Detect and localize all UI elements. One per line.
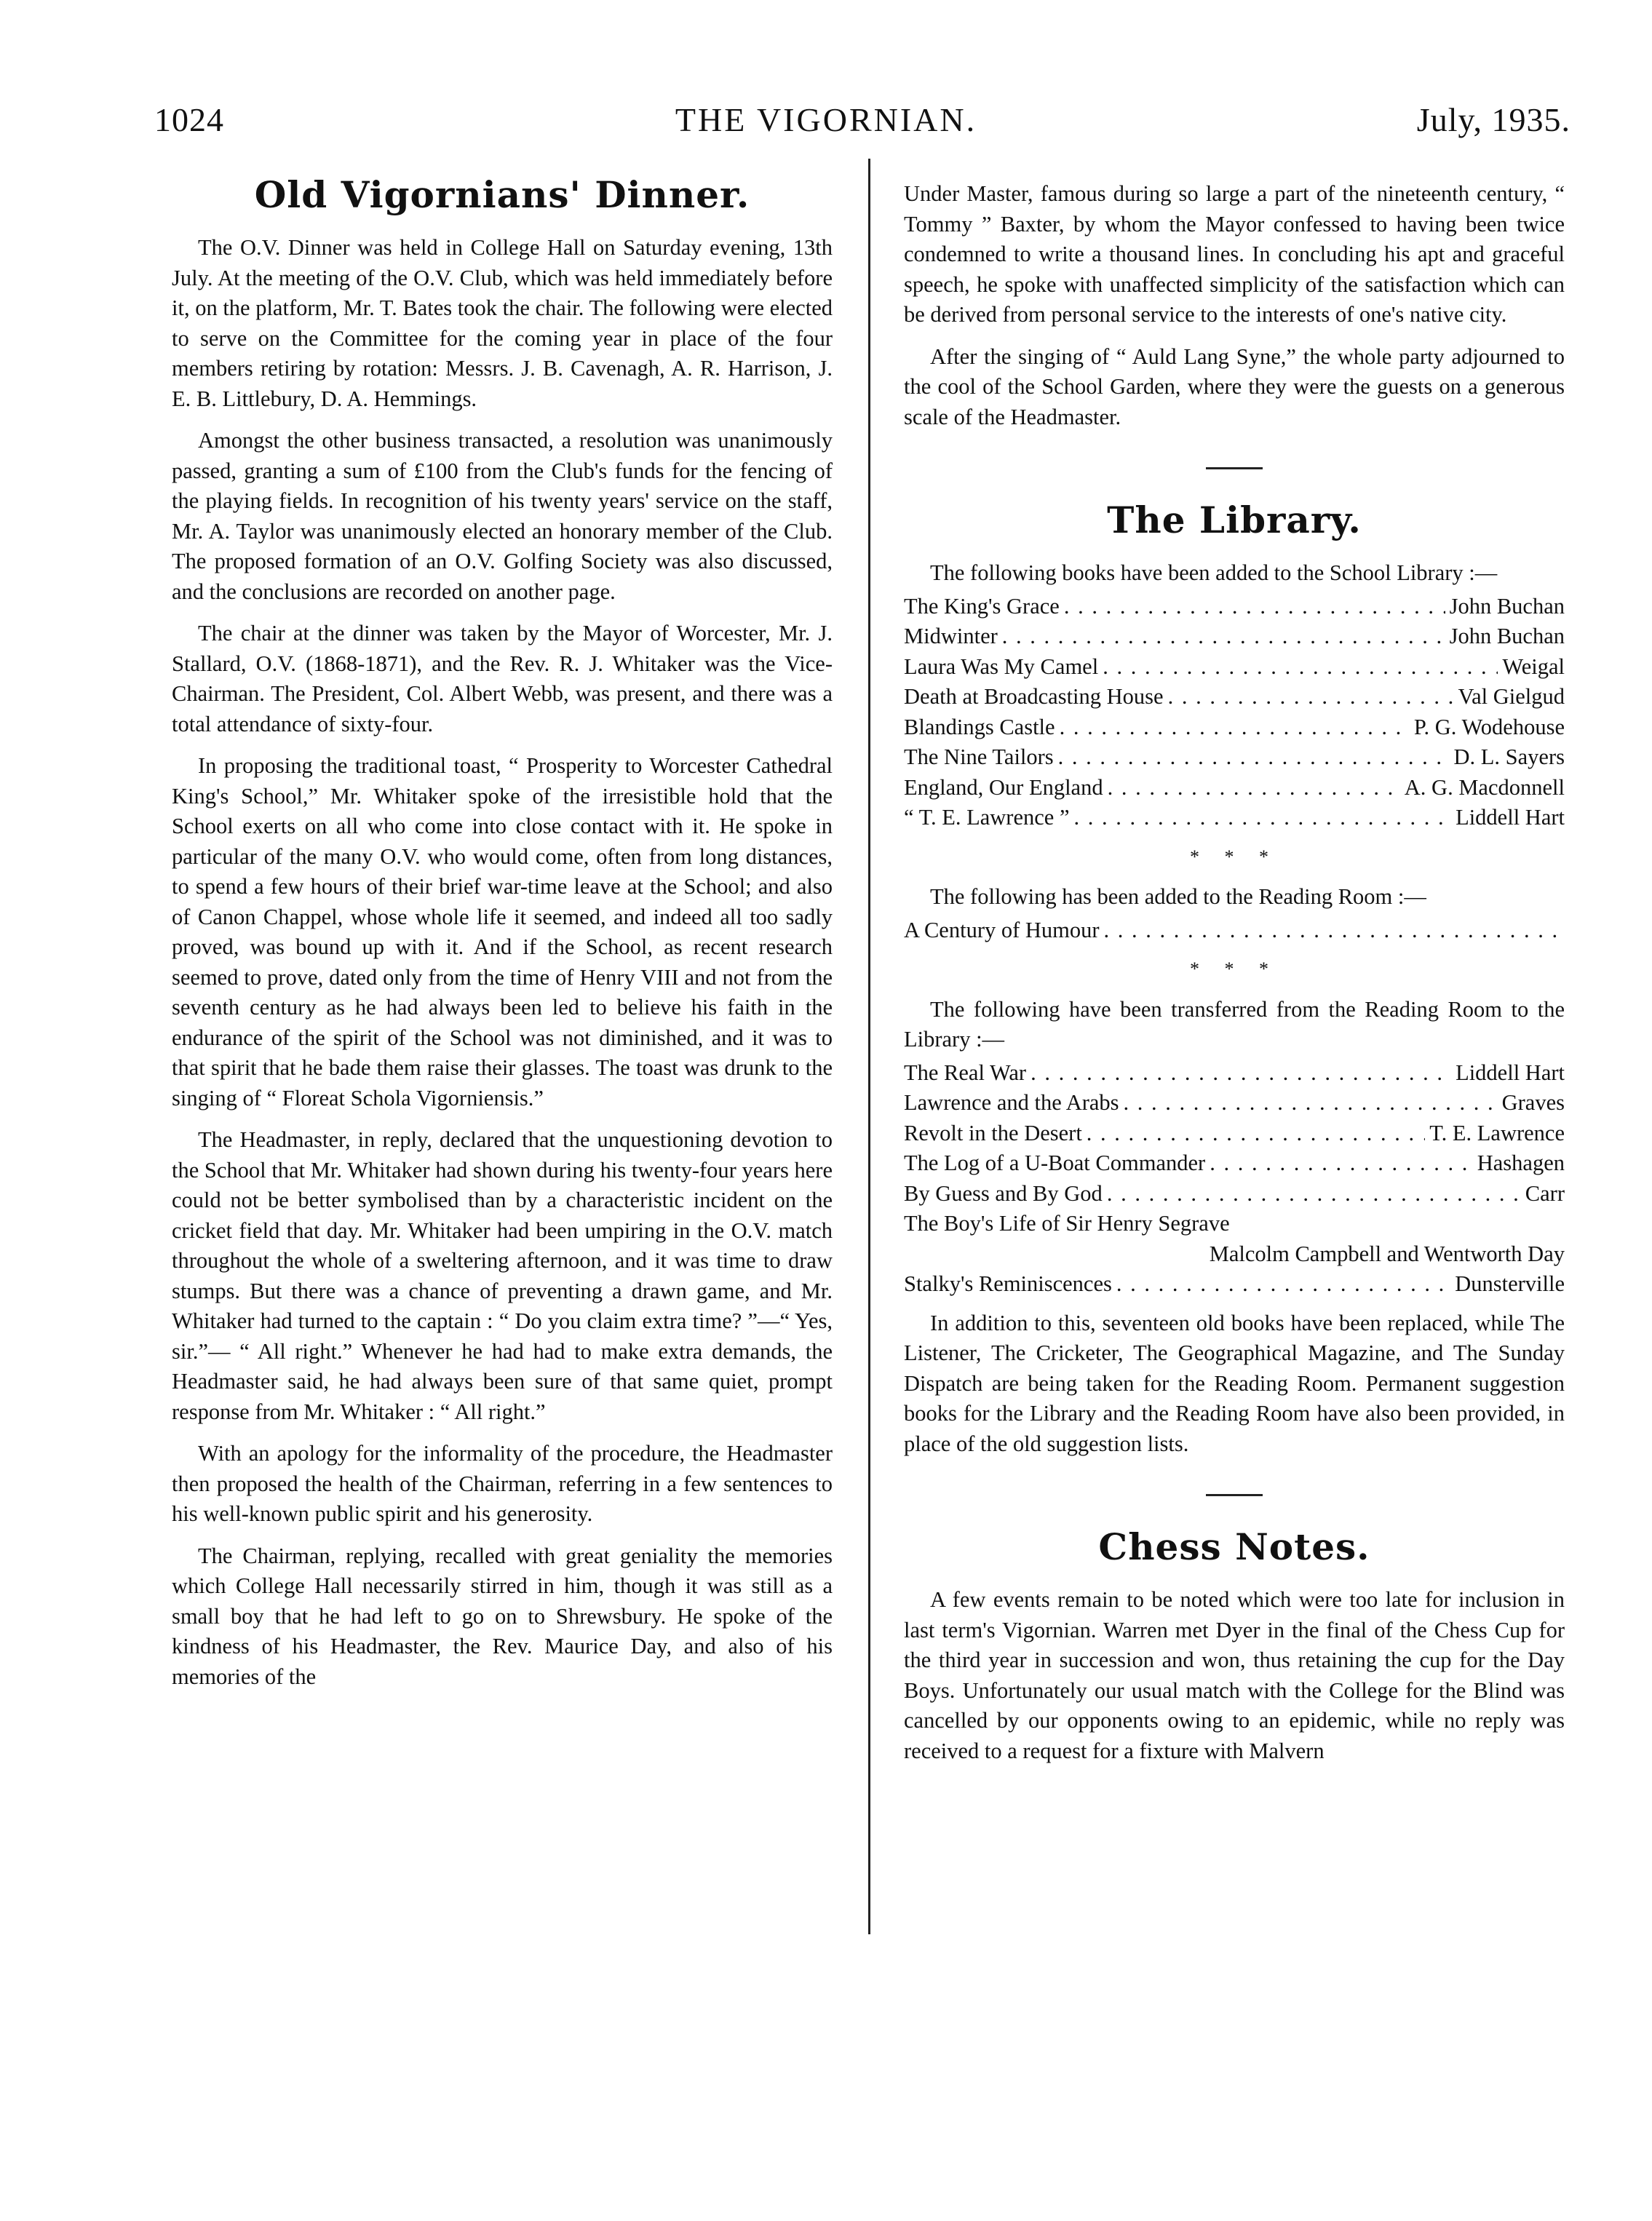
book-author: D. L. Sayers: [1453, 744, 1565, 769]
book-title: The King's Grace: [904, 593, 1060, 619]
book-author: T. E. Lawrence: [1429, 1120, 1565, 1145]
list-item: [904, 1179, 1565, 1209]
list-item: [904, 712, 1565, 743]
book-author: Val Gielgud: [1458, 684, 1565, 709]
book-title: Laura Was My Camel: [904, 653, 1099, 679]
column-divider: [868, 159, 870, 1934]
list-item: [904, 652, 1565, 683]
book-author: P. G. Wodehouse: [1413, 714, 1565, 739]
list-item: [904, 915, 1565, 946]
page-header: [0, 100, 1652, 151]
library-intro-added: The following books have been added to the School Library :—: [930, 560, 1498, 585]
section-stars: * * *: [1190, 958, 1279, 980]
left-column: [172, 173, 833, 1704]
list-item: [904, 1148, 1565, 1179]
dinner-continuation: After the singing of “ Auld Lang Syne,” the whole party adjourned to the cool of the School Garden, where they were the guests on a generous scale of the Headmaster.: [904, 343, 1565, 429]
list-item: [904, 1088, 1565, 1119]
reading-room-list: [904, 915, 1565, 946]
book-title: Stalky's Reminiscences: [904, 1271, 1112, 1296]
book-title: A Century of Humour: [904, 917, 1100, 942]
dinner-paragraph: The chair at the dinner was taken by the Mayor of Worcester, Mr. J. Stallard, O.V. (1868-1871), and the Rev. R. J. Whitaker was the Vice-Chairman. The President, Col. Albert Webb, was present, and there was a total attendance of sixty-four.: [172, 621, 833, 736]
book-title: Midwinter: [904, 624, 998, 648]
book-title: “ T. E. Lawrence ”: [904, 805, 1070, 830]
dinner-paragraph: With an apology for the informality of the procedure, the Headmaster then proposed the health of the Chairman, referring in a few sentences to his well-known public spirit and his generosity.: [172, 1441, 833, 1526]
list-item: [904, 1239, 1565, 1270]
book-author: Malcolm Campbell and Wentworth Day: [1209, 1241, 1565, 1266]
transferred-books-list: [904, 1058, 1565, 1300]
book-author: Dunsterville: [1455, 1271, 1565, 1296]
book-author: John Buchan: [1449, 624, 1565, 648]
list-item: [904, 773, 1565, 803]
section-stars: * * *: [1190, 846, 1279, 867]
dinner-paragraph: Amongst the other business transacted, a resolution was unanimously passed, granting a sum of £100 from the Club's funds for the fencing of the playing fields. In recognition of his twenty years' service on the staff, Mr. A. Taylor was unanimously elected an honorary member of the Club. The proposed formation of an O.V. Golfing Society was also discussed, and the conclusions are recorded on another page.: [172, 428, 833, 604]
book-author: Graves: [1501, 1090, 1565, 1115]
dinner-continuation: Under Master, famous during so large a part of the nineteenth century, “ Tommy ” Baxter, by whom the Mayor confessed to having been twice condemned to write a thousand lines. In concluding his apt and graceful speech, he spoke with unaffected simplicity of the satisfaction which can be derived from personal service to the interests of one's native city.: [904, 181, 1565, 327]
section-rule: [1206, 467, 1263, 469]
dinner-paragraph: In proposing the traditional toast, “ Prosperity to Worcester Cathedral King's School,” Mr. Whitaker spoke of the irresistible hold that the School exerts on all who come into close contact with it. He spoke in particular of the many O.V. who would come, often from long distances, to spend a few hours of their brief war-time leave at the School; and also of Canon Chappel, whose whole life it seemed, and indeed all too sadly proved, was bound up with it. And if the School, as recent research seemed to prove, dated only from the time of Henry VIII and not from the seventh century as he had always been led to believe his faith in the endurance of the spirit of the School was not diminished, and it was to that spirit that he bade them raise their glasses. The toast was drunk to the singing of “ Floreat Schola Vigorniensis.”: [172, 753, 833, 1110]
dinner-heading: Old Vigornians' Dinner.: [254, 173, 750, 216]
section-rule: [1206, 1494, 1263, 1496]
book-author: Hashagen: [1477, 1151, 1565, 1175]
chess-heading: Chess Notes.: [1098, 1525, 1370, 1568]
book-title: The Real War: [904, 1060, 1027, 1085]
book-author: Weigal: [1502, 653, 1565, 679]
book-title: Lawrence and the Arabs: [904, 1090, 1119, 1115]
list-item: [904, 1209, 1565, 1239]
library-closing: In addition to this, seventeen old books have been replaced, while The Listener, The Cricketer, The Geographical Magazine, and The Sunday Dispatch are being taken for the Reading Room. Permanent suggestion books for the Library and the Reading Room have also been provided, in place of the old suggestion lists.: [904, 1310, 1565, 1456]
book-title: The Boy's Life of Sir Henry Segrave: [904, 1211, 1230, 1236]
library-heading: The Library.: [1107, 498, 1362, 541]
book-title: By Guess and By God: [904, 1180, 1103, 1206]
book-title: Blandings Castle: [904, 714, 1055, 739]
publication-title: THE VIGORNIAN.: [675, 101, 977, 138]
list-item: [904, 742, 1565, 773]
page-number: 1024: [154, 101, 224, 138]
book-author: John Buchan: [1449, 593, 1565, 619]
issue-date: July, 1935.: [1416, 101, 1570, 138]
list-item: [904, 682, 1565, 712]
book-title: Death at Broadcasting House: [904, 684, 1164, 709]
list-item: [904, 803, 1565, 833]
list-item: [904, 621, 1565, 652]
right-column: [904, 179, 1565, 1778]
dinner-paragraph: The O.V. Dinner was held in College Hall on Saturday evening, 13th July. At the meeting of the O.V. Club, which was held immediately before it, on the platform, Mr. T. Bates took the chair. The following were elected to serve on the Committee for the coming year in place of the four members retiring by rotation: Messrs. J. B. Cavenagh, A. R. Harrison, J. E. B. Littlebury, D. A. Hemmings.: [172, 235, 833, 411]
book-title: England, Our England: [904, 774, 1103, 800]
book-title: The Nine Tailors: [904, 744, 1054, 769]
list-item: [904, 1269, 1565, 1300]
list-item: [904, 592, 1565, 622]
list-item: [904, 1119, 1565, 1149]
added-books-list: [904, 592, 1565, 833]
library-intro-reading-room: The following has been added to the Reading Room :—: [930, 884, 1426, 909]
library-intro-transferred: The following have been transferred from the Reading Room to the Library :—: [904, 996, 1565, 1052]
dinner-paragraph: The Chairman, replying, recalled with great geniality the memories which College Hall necessarily stirred in him, though it was still as a small boy that he had left to go on to Shrewsbury. He spoke of the kindness of his Headmaster, the Rev. Maurice Day, and also of his memories of the: [172, 1543, 833, 1689]
book-author: Liddell Hart: [1456, 805, 1565, 830]
book-title: The Log of a U-Boat Commander: [904, 1151, 1206, 1175]
list-item: [904, 1058, 1565, 1089]
book-title: Revolt in the Desert: [904, 1120, 1082, 1145]
dinner-paragraph: The Headmaster, in reply, declared that the unquestioning devotion to the School that Mr. Whitaker had shown during his twenty-four years here could not be better symbolised than by a characteristic incident on the cricket field that day. Mr. Whitaker had been umpiring in the O.V. match throughout the whole of a sweltering afternoon, and it was time to draw stumps. But there was a chance of preventing a drawn game, and Mr. Whitaker had turned to the captain : “ Do you claim extra time? ”—“ Yes, sir.”— “ All right.” Whenever he had had to make extra demands, the Headmaster said, he had always been sure of that same quiet, prompt response from Mr. Whitaker : “ All right.”: [172, 1127, 833, 1424]
book-author: Liddell Hart: [1456, 1060, 1565, 1085]
book-author: Carr: [1525, 1180, 1565, 1206]
book-author: A. G. Macdonnell: [1404, 774, 1565, 800]
chess-paragraph: A few events remain to be noted which were too late for inclusion in last term's Vigornian. Warren met Dyer in the final of the Chess Cup for the third year in succession and won, thus retaining the cup for the Day Boys. Unfortunately our usual match with the College for the Blind was cancelled by our opponents owing to an epidemic, while no reply was received to a request for a fixture with Malvern: [904, 1587, 1565, 1763]
